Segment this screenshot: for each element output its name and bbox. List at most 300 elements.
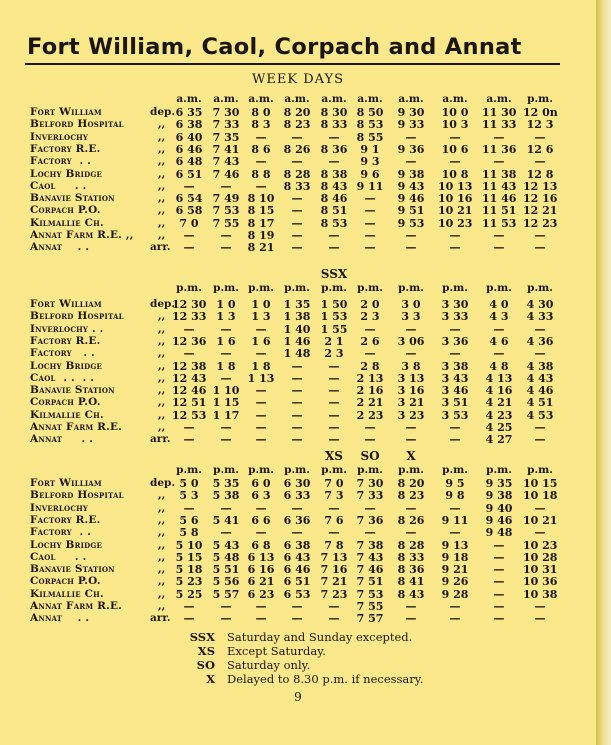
station-name: Kilmallie Ch. (30, 408, 104, 421)
time-cell: — (291, 192, 303, 206)
dep-arr-mark: ,, (158, 216, 166, 229)
time-cell: 12 46 (172, 384, 207, 398)
time-cell: — (328, 612, 340, 626)
time-cell: — (183, 612, 195, 626)
time-cell: 1 38 (283, 310, 311, 324)
dep-arr-mark: ,, (158, 587, 166, 600)
time-cell: — (220, 433, 232, 447)
time-cell: — (493, 347, 505, 361)
time-cell: — (328, 421, 340, 434)
time-cell: 7 0 (324, 477, 344, 490)
time-cell: 7 16 (320, 563, 348, 577)
time-cell: — (493, 587, 505, 601)
time-cell: 1 40 (283, 322, 311, 336)
dep-arr-mark: ,, (158, 347, 166, 360)
time-cell: — (534, 526, 546, 540)
time-cell: 8 17 (247, 216, 275, 230)
time-cell: — (364, 204, 376, 218)
dep-arr-mark: dep. (150, 106, 176, 118)
time-cell: — (291, 433, 303, 447)
time-cell: 1 53 (320, 310, 348, 324)
column-period: a.m. (176, 93, 202, 105)
time-cell: 7 35 (212, 130, 240, 144)
timetable-row (0, 131, 596, 144)
time-cell: — (534, 501, 546, 515)
timetable-row (0, 514, 596, 527)
column-period: p.m. (248, 464, 274, 476)
timetable-row (0, 477, 596, 490)
time-cell: 8 8 (251, 167, 271, 181)
time-cell: 9 18 (441, 550, 469, 564)
time-cell: 1 6 (251, 334, 271, 348)
time-cell: 1 3 (251, 310, 271, 324)
station-name: Annat . . (30, 433, 94, 446)
time-cell: 4 25 (485, 421, 513, 434)
time-cell: 10 16 (438, 192, 473, 206)
column-period: a.m. (248, 93, 274, 105)
station-name: Belford Hospital (30, 489, 124, 502)
time-cell: — (255, 408, 267, 422)
station-name: Inverlochy . . (30, 322, 104, 335)
time-cell: 5 15 (175, 550, 203, 564)
time-cell: — (291, 408, 303, 422)
time-cell: 6 51 (283, 575, 311, 589)
time-cell: 6 36 (283, 513, 311, 527)
column-period: p.m. (527, 282, 553, 294)
timetable-row (0, 323, 596, 336)
time-cell: 7 43 (356, 550, 384, 564)
time-cell: 1 17 (212, 408, 240, 422)
time-cell: — (220, 612, 232, 626)
time-cell: — (449, 130, 461, 144)
time-cell: 4 21 (485, 396, 513, 410)
time-cell: — (328, 408, 340, 422)
time-cell: — (405, 526, 417, 540)
time-cell: — (449, 241, 461, 255)
time-cell: — (405, 155, 417, 169)
time-cell: 7 36 (356, 513, 384, 527)
time-cell: — (493, 563, 505, 577)
timetable-row (0, 106, 596, 119)
time-cell: — (328, 600, 340, 613)
time-cell: — (255, 396, 267, 410)
time-cell: — (405, 322, 417, 336)
time-cell: — (328, 155, 340, 169)
time-cell: — (534, 155, 546, 169)
station-name: Lochy Bridge (30, 167, 103, 180)
time-cell: 8 30 (320, 106, 348, 119)
time-cell: 7 53 (212, 204, 240, 218)
column-period: p.m. (486, 464, 512, 476)
page-edge (596, 0, 611, 745)
time-cell: — (493, 155, 505, 169)
time-cell: 6 8 (251, 538, 271, 552)
time-cell: — (493, 229, 505, 242)
time-cell: 6 21 (247, 575, 275, 589)
time-cell: — (328, 241, 340, 255)
time-cell: — (364, 501, 376, 515)
time-cell: 9 5 (445, 477, 465, 490)
time-cell: — (534, 433, 546, 447)
time-cell: 3 38 (441, 359, 469, 373)
time-cell: — (183, 501, 195, 515)
time-cell: — (220, 526, 232, 540)
time-cell: 11 38 (482, 167, 517, 181)
time-cell: 8 21 (247, 241, 275, 255)
time-cell: 8 46 (320, 192, 348, 206)
column-period: p.m. (442, 464, 468, 476)
time-cell: — (255, 179, 267, 193)
time-cell: 10 23 (523, 538, 558, 552)
time-cell: 7 46 (212, 167, 240, 181)
time-cell: — (405, 433, 417, 447)
time-cell: 8 20 (397, 477, 425, 490)
time-cell: 9 46 (485, 513, 513, 527)
station-name: Factory R.E. (30, 334, 101, 347)
time-cell: 5 35 (212, 477, 240, 490)
time-cell: 5 38 (212, 489, 240, 503)
time-cell: 7 46 (356, 563, 384, 577)
dep-arr-mark: ,, (158, 371, 166, 384)
time-cell: 8 53 (320, 216, 348, 230)
time-cell: — (534, 612, 546, 626)
time-cell: 7 53 (356, 587, 384, 601)
time-cell: 12 43 (172, 371, 207, 385)
time-cell: — (183, 179, 195, 193)
time-cell: 6 38 (283, 538, 311, 552)
column-period: a.m. (321, 93, 347, 105)
time-cell: — (291, 612, 303, 626)
time-cell: 9 40 (485, 501, 513, 515)
time-cell: 1 48 (283, 347, 311, 361)
station-name: Annat Farm R.E. (30, 421, 123, 433)
timetable-row (0, 612, 596, 625)
time-cell: — (183, 421, 195, 434)
timetable-row (0, 192, 596, 205)
timetable-row (0, 539, 596, 552)
time-cell: — (328, 384, 340, 398)
column-period: p.m. (213, 464, 239, 476)
time-cell: 8 23 (397, 489, 425, 503)
time-cell: — (291, 216, 303, 230)
time-cell: 6 16 (247, 563, 275, 577)
time-cell: — (255, 130, 267, 144)
time-cell: 5 48 (212, 550, 240, 564)
time-cell: 4 27 (485, 433, 513, 447)
time-cell: 12 36 (172, 334, 207, 348)
column-period: a.m. (213, 93, 239, 105)
time-cell: 3 43 (441, 371, 469, 385)
column-period: p.m. (486, 282, 512, 294)
time-cell: 9 13 (441, 538, 469, 552)
time-cell: 6 6 (251, 513, 271, 527)
legend-text: Except Saturday. (227, 644, 326, 658)
timetable-row (0, 600, 596, 613)
dep-arr-mark: ,, (158, 384, 166, 397)
time-cell: — (534, 421, 546, 434)
timetable-row (0, 409, 596, 422)
time-cell: — (405, 600, 417, 613)
dep-arr-mark: ,, (158, 229, 166, 241)
time-cell: 4 0 (489, 298, 509, 311)
time-cell: — (449, 600, 461, 613)
time-cell: 6 0 (251, 477, 271, 490)
time-cell: 6 38 (175, 118, 203, 132)
time-cell: 9 51 (397, 204, 425, 218)
time-cell: 6 58 (175, 204, 203, 218)
time-cell: — (255, 433, 267, 447)
timetable-row (0, 118, 596, 131)
column-period: p.m. (176, 464, 202, 476)
station-name: Inverlochy (30, 130, 89, 143)
column-period: a.m. (284, 93, 310, 105)
column-period: p.m. (357, 282, 383, 294)
time-cell: 7 49 (212, 192, 240, 206)
timetable-row (0, 310, 596, 323)
time-cell: 5 43 (212, 538, 240, 552)
dep-arr-mark: arr. (150, 241, 171, 254)
dep-arr-mark: ,, (158, 334, 166, 347)
time-cell: 6 30 (283, 477, 311, 490)
time-cell: 7 0 (179, 216, 199, 230)
time-cell: — (183, 433, 195, 447)
time-cell: — (493, 575, 505, 589)
time-cell: 11 43 (482, 179, 517, 193)
time-cell: 5 56 (212, 575, 240, 589)
time-cell: — (220, 347, 232, 361)
time-cell: 1 0 (251, 298, 271, 311)
time-cell: 10 0 (441, 106, 469, 119)
column-flag: XS (325, 449, 343, 463)
time-cell: 4 3 (489, 310, 509, 324)
time-cell: 7 43 (212, 155, 240, 169)
time-cell: 6 23 (247, 587, 275, 601)
time-cell: 8 19 (247, 229, 275, 242)
time-cell: — (291, 359, 303, 373)
station-name: Factory R.E. (30, 142, 101, 155)
time-cell: 3 46 (441, 384, 469, 398)
time-cell: 7 3 (324, 489, 344, 503)
time-cell: 4 6 (489, 334, 509, 348)
time-cell: — (183, 347, 195, 361)
legend-code: SSX (189, 630, 215, 644)
time-cell: — (328, 526, 340, 540)
station-name: Corpach P.O. (30, 396, 101, 409)
time-cell: 8 0 (251, 106, 271, 119)
time-cell: 3 21 (397, 396, 425, 410)
time-cell: 9 1 (360, 142, 380, 156)
timetable-row (0, 180, 596, 193)
column-period: p.m. (284, 282, 310, 294)
station-name: Banavie Station (30, 563, 115, 576)
time-cell: 7 33 (356, 489, 384, 503)
time-cell: 9 8 (445, 489, 465, 503)
time-cell: 8 51 (320, 204, 348, 218)
timetable-row (0, 588, 596, 601)
legend-text: Saturday and Sunday excepted. (227, 630, 413, 644)
time-cell: — (255, 347, 267, 361)
time-cell: 1 10 (212, 384, 240, 398)
time-cell: 9 48 (485, 526, 513, 540)
time-cell: 4 16 (485, 384, 513, 398)
time-cell: 10 36 (523, 575, 558, 589)
timetable-row (0, 551, 596, 564)
time-cell: 1 15 (212, 396, 240, 410)
station-name: Factory . . (30, 526, 92, 539)
time-cell: 1 50 (320, 298, 348, 311)
dep-arr-mark: arr. (150, 612, 171, 625)
time-cell: 2 8 (360, 359, 380, 373)
time-cell: — (405, 501, 417, 515)
station-name: Fort William (30, 477, 102, 489)
time-cell: 5 23 (175, 575, 203, 589)
time-cell: — (328, 433, 340, 447)
time-cell: — (364, 241, 376, 255)
time-cell: — (364, 216, 376, 230)
time-cell: — (449, 501, 461, 515)
timetable-row (0, 241, 596, 254)
column-flag: SO (360, 449, 380, 463)
time-cell: 7 33 (212, 118, 240, 132)
column-period: p.m. (213, 282, 239, 294)
time-cell: — (364, 229, 376, 242)
column-period: p.m. (442, 282, 468, 294)
dep-arr-mark: ,, (158, 538, 166, 551)
station-name: Caol . . . . (30, 371, 95, 384)
time-cell: 3 33 (441, 310, 469, 324)
time-cell: — (220, 241, 232, 255)
time-cell: — (534, 241, 546, 255)
time-cell: 4 38 (526, 359, 554, 373)
time-cell: — (183, 229, 195, 242)
station-name: Corpach P.O. (30, 204, 101, 217)
time-cell: — (493, 322, 505, 336)
time-cell: 2 13 (356, 371, 384, 385)
time-cell: 10 23 (438, 216, 473, 230)
time-cell: — (291, 204, 303, 218)
timetable-row (0, 421, 596, 434)
time-cell: 3 0 (401, 298, 421, 311)
time-cell: 12 53 (172, 408, 207, 422)
dep-arr-mark: ,, (158, 142, 166, 155)
time-cell: — (291, 396, 303, 410)
time-cell: 2 1 (324, 334, 344, 348)
time-cell: 8 3 (251, 118, 271, 132)
time-cell: 9 11 (356, 179, 384, 193)
dep-arr-mark: ,, (158, 501, 166, 514)
dep-arr-mark: ,, (158, 526, 166, 539)
time-cell: 7 51 (356, 575, 384, 589)
time-cell: 9 35 (485, 477, 513, 490)
time-cell: — (291, 600, 303, 613)
time-cell: — (328, 396, 340, 410)
column-period: a.m. (486, 93, 512, 105)
legend-text: Saturday only. (227, 658, 311, 672)
timetable-row (0, 204, 596, 217)
column-flag: X (406, 449, 416, 463)
time-cell: 10 13 (438, 179, 473, 193)
time-cell: — (364, 433, 376, 447)
column-flag: SSX (320, 267, 348, 281)
time-cell: — (328, 371, 340, 385)
time-cell: 9 38 (485, 489, 513, 503)
time-cell: 2 21 (356, 396, 384, 410)
time-cell: 2 3 (324, 347, 344, 361)
timetable-row (0, 433, 596, 446)
time-cell: 5 18 (175, 563, 203, 577)
time-cell: — (220, 179, 232, 193)
time-cell: — (328, 501, 340, 515)
time-cell: 12 38 (172, 359, 207, 373)
dep-arr-mark: ,, (158, 155, 166, 168)
time-cell: — (255, 526, 267, 540)
timetable-row (0, 298, 596, 311)
column-period: p.m. (248, 282, 274, 294)
time-cell: 3 16 (397, 384, 425, 398)
time-cell: 12 30 (172, 298, 207, 311)
dep-arr-mark: ,, (158, 130, 166, 143)
time-cell: — (364, 322, 376, 336)
time-cell: 4 53 (526, 408, 554, 422)
time-cell: 11 36 (482, 142, 517, 156)
time-cell: 6 53 (283, 587, 311, 601)
time-cell: 11 33 (482, 118, 517, 132)
time-cell: 8 26 (397, 513, 425, 527)
time-cell: — (255, 322, 267, 336)
time-cell: 9 11 (441, 513, 469, 527)
time-cell: — (449, 433, 461, 447)
time-cell: 7 21 (320, 575, 348, 589)
dep-arr-mark: ,, (158, 513, 166, 526)
time-cell: — (405, 229, 417, 242)
time-cell: 8 36 (397, 563, 425, 577)
time-cell: 6 46 (283, 563, 311, 577)
time-cell: — (183, 322, 195, 336)
time-cell: 3 8 (401, 359, 421, 373)
time-cell: 12 8 (526, 167, 554, 181)
timetable-row (0, 489, 596, 502)
station-name: Factory . . (30, 155, 92, 168)
time-cell: — (220, 229, 232, 242)
time-cell: 2 0 (360, 298, 380, 311)
time-cell: 5 57 (212, 587, 240, 601)
time-cell: — (255, 155, 267, 169)
time-cell: 7 55 (212, 216, 240, 230)
time-cell: 1 13 (247, 371, 275, 385)
timetable-row (0, 396, 596, 409)
time-cell: 7 38 (356, 538, 384, 552)
time-cell: 7 41 (212, 142, 240, 156)
time-cell: 12 21 (523, 204, 558, 218)
station-name: Caol . . (30, 179, 87, 192)
time-cell: 3 30 (441, 298, 469, 311)
time-cell: — (405, 130, 417, 144)
time-cell: — (493, 130, 505, 144)
time-cell: 9 33 (397, 118, 425, 132)
time-cell: 2 16 (356, 384, 384, 398)
time-cell: 8 20 (283, 106, 311, 119)
dep-arr-mark: ,, (158, 204, 166, 217)
time-cell: 1 35 (283, 298, 311, 311)
time-cell: 10 21 (438, 204, 473, 218)
time-cell: — (449, 612, 461, 626)
column-period: p.m. (357, 464, 383, 476)
time-cell: — (255, 421, 267, 434)
time-cell: — (291, 384, 303, 398)
time-cell: — (405, 612, 417, 626)
time-cell: 8 41 (397, 575, 425, 589)
dep-arr-mark: ,, (158, 421, 166, 433)
